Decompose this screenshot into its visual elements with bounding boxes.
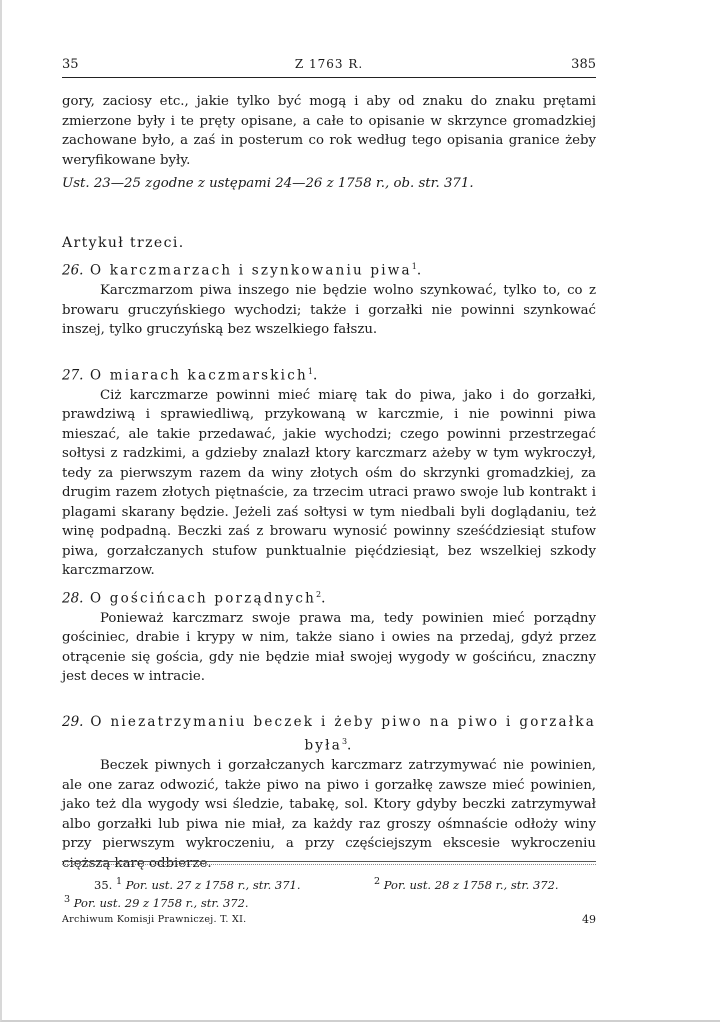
footnote-3 [64,892,249,911]
section-text-29: Beczek piwnych i gorzałczanych karczmarz zatrzymywać nie powinien, ale one zaraz odwozić, także piwo na piwo i gorzałkę zawsze mieć powinien, jako też dla wygody wsi śledzie, tabakę, sol. Ktory gdyby beczki zatrzymywał albo gorzałki lub piwa nie miał, za każdy raz groszy ośmnaście odłoży winy przy pierwszym wykroczeniu, a przy częściejszym ekscesie wykroczeniu cięższą karę odbierze. [62,758,596,871]
section-number: 27. [62,367,84,383]
section-number: 29. [62,713,84,730]
footnote-mark: 1 [307,366,313,376]
header-item-number: 35 [62,57,79,72]
section-text-27: Ciż karczmarze powinni mieć miarę tak do piwa, jako i do gorzałki, prawdziwą i sprawiedliwą, przykowaną w karczmie, i nie powinni piwa mieszać, ale takie przedawać, jakie wychodzi; czego powinni przestrzegać sołtysi z radzkimi, a gdzieby znalazł ktory karczmarz ażeby w tym wykroczył, tedy za pierwszym razem da winy złotych ośm do skrzynki gromadzkiej, za drugim razem złotych piętnaście, za trzecim utraci prawo swoje lub kontrakt i plagami skarany będzie. Jeżeli zaś sołtysi w tym niedbali byli doglądaniu, też winę podpadną. Beczki zaś z browaru wynosić powinny sześćdziesiąt stufow piwa, gorzałczanych stufow punktualnie pięćdziesiąt, bez wszelkiej szkody karczmarzow. [62,387,596,578]
section-title: O miarach kaczmarskich [89,367,308,383]
header-page-number: 385 [571,57,596,72]
header-title: Z 1763 R. [294,57,364,71]
footnote-mark: 1 [411,262,417,271]
footnote-mark: 3 [341,737,348,746]
section-title: O karczmarzach i szynkowaniu piwa [89,262,412,279]
section-heading-27: 27. O miarach kaczmarskich$^1$. [62,366,320,383]
intro-paragraph: gory, zaciosy etc., jakie tylko być mogą i aby od znaku do znaku prętami zmierzone były i te pręty opisane, a całe to opisanie w skrzynce gromadzkiej zachowane było, a zaś in posterum co rok według tego opisania granice żeby weryfikowane były. [62,94,596,168]
footnote-mark: 2 [315,589,322,599]
section-text-26: Karczmarzom piwa inszego nie będzie wolno szynkować, tylko to, co z browaru gruczyńskiego wychodzi; także i gorzałki nie powinni szynkować inszej, tylko gruczyńską bez wszelkiego fałszu. [62,283,596,337]
article-title: Artykuł trzeci. [62,234,185,251]
footnote-mark: 3 [64,894,71,905]
footnote-divider [62,861,596,862]
section-text-28: Ponieważ karczmarz swoje prawa ma, tedy powinien mieć porządny gościniec, drabie i krypy w nim, także siano i owies na przedaj, gdyż przez otrącenie się gościa, gdy nie będzie miał swojej wygody w gościńcu, znaczny jest deces w intracie. [62,610,596,684]
section-title: O gościńcach porządnych [89,590,316,606]
page-body [62,92,596,873]
running-header [62,55,596,78]
section-title: O niezatrzymaniu beczek i żeby piwo na piwo i gorzałka była [90,713,597,754]
footnote-2 [374,874,559,893]
footnote-mark: 1 [115,876,123,887]
footnote-text: Por. ust. 29 z 1758 r., str. 372. [73,895,249,910]
footnote-divider-dotted [62,864,596,865]
section-number: 26. [62,262,84,279]
section-heading-29: 29. O niezatrzymaniu beczek i żeby piwo na piwo i gorzałka była$^3$. [62,713,597,754]
footnote-ref: 35. [94,877,113,892]
footnote-text: Por. ust. 27 z 1758 r., str. 371. [125,877,301,892]
footer-source: Archiwum Komisji Prawniczej. T. XI. [62,914,247,925]
footnote-mark: 2 [374,876,381,887]
section-number: 28. [62,590,84,606]
section-heading-28: 28. O gościńcach porządnych$^2$. [62,589,328,606]
footer-page-number: 49 [582,913,596,926]
footnote-text: Por. ust. 28 z 1758 r., str. 372. [383,877,559,892]
intro-note: Ust. 23—25 zgodne z ustępami 24—26 z 1758 r., ob. str. 371. [62,176,474,191]
footnote-1 [94,874,301,893]
section-heading-26: 26. O karczmarzach i szynkowaniu piwa$^1$. [62,262,424,279]
